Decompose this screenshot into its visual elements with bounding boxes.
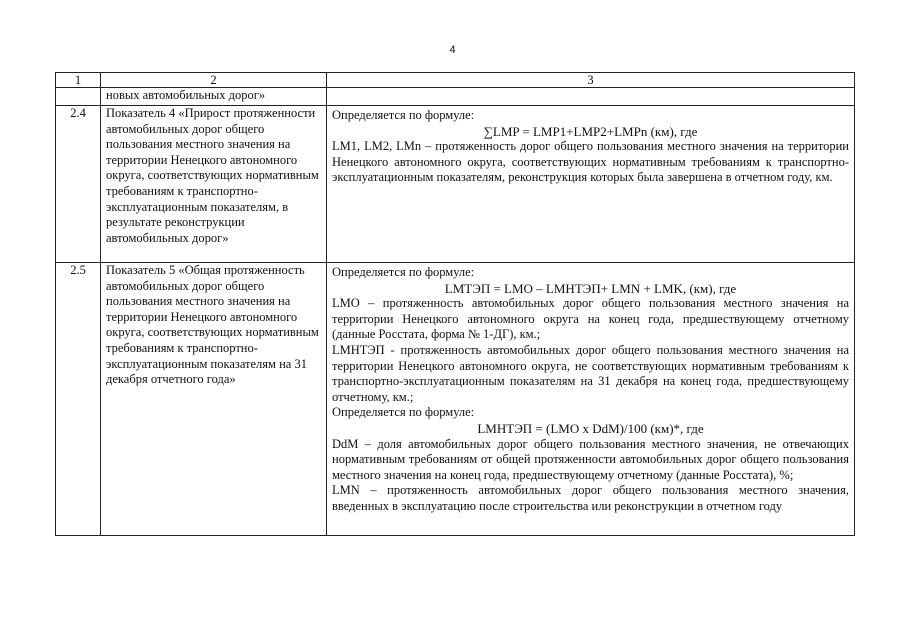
formula-description: DdM – доля автомобильных дорог общего пользования местного значения, не отвечающих нормативным требованиям от общей протяженности автомобильных дорог общего пользования местного значения на конец года, предшествующему отчетному (данные Росстата), %; — [332, 436, 849, 482]
formula-description: LMO – протяженность автомобильных дорог общего пользования местного значения на территории Ненецкого автономного округа на конец года, предшествующему отчетному (данные Росстата, форма № 1-ДГ), км.; — [332, 296, 849, 342]
formula: ∑LMP = LMP1+LMP2+LMPn (км), где — [483, 123, 698, 139]
formula: LMТЭП = LMO – LMНТЭП+ LMN + LMK, (км), где — [444, 280, 737, 296]
row-number: 2.4 — [56, 106, 101, 263]
formula-intro: Определяется по формуле: — [332, 265, 475, 279]
formula-description: LMN – протяженность автомобильных дорог общего пользования местного значения, введенных в эксплуатацию после строительства или реконструкции в отчетном году — [332, 483, 849, 513]
row-number: 2.5 — [56, 263, 101, 536]
indicator-name: Показатель 4 «Прирост протяженности автомобильных дорог общего пользования местного значения на территории Ненецкого автономного округа, соответствующих нормативным требованиям к транспортно-эксплуатационным показателям, в результате реконструкции автомобильных дорог» — [101, 106, 327, 263]
cell-empty — [327, 88, 855, 106]
table-row — [56, 263, 855, 536]
cell-empty — [56, 88, 101, 106]
table-row — [56, 106, 855, 263]
header-col-3: 3 — [327, 73, 855, 88]
table-row-continuation — [56, 88, 855, 106]
header-col-1: 1 — [56, 73, 101, 88]
formula-description: LM1, LM2, LMn – протяженность дорог общего пользования местного значения на территории Ненецкого автономного округа, соответствующих нормативным требованиям к транспортно-эксплуатационным показателям, реконструкция которых была завершена в отчетном году, км. — [332, 139, 849, 185]
indicator-name-continuation: новых автомобильных дорог» — [101, 88, 327, 106]
formula-description: LMНТЭП - протяженность автомобильных дорог общего пользования местного значения на территории Ненецкого автономного округа, не соответствующих нормативным требованиям к транспортно-эксплуатационным показателям на 31 декабря на конец года, предшествующему отчетному, км.; — [332, 342, 849, 404]
page-number: 4 — [449, 44, 456, 56]
formula-intro: Определяется по формуле: — [332, 108, 475, 122]
header-row — [56, 73, 855, 88]
formula-intro: Определяется по формуле: — [332, 405, 475, 420]
indicator-name: Показатель 5 «Общая протяженность автомобильных дорог общего пользования местного значения на территории Ненецкого автономного округа, соответствующих нормативным требованиям к транспортно-эксплуатационным показателям на 31 декабря отчетного года» — [101, 263, 327, 536]
formula: LMНТЭП = (LMO x DdM)/100 (км)*, где — [477, 420, 704, 436]
indicator-table — [55, 72, 855, 536]
header-col-2: 2 — [101, 73, 327, 88]
calculation-method-cell — [327, 263, 855, 536]
calculation-method-cell — [327, 106, 855, 263]
